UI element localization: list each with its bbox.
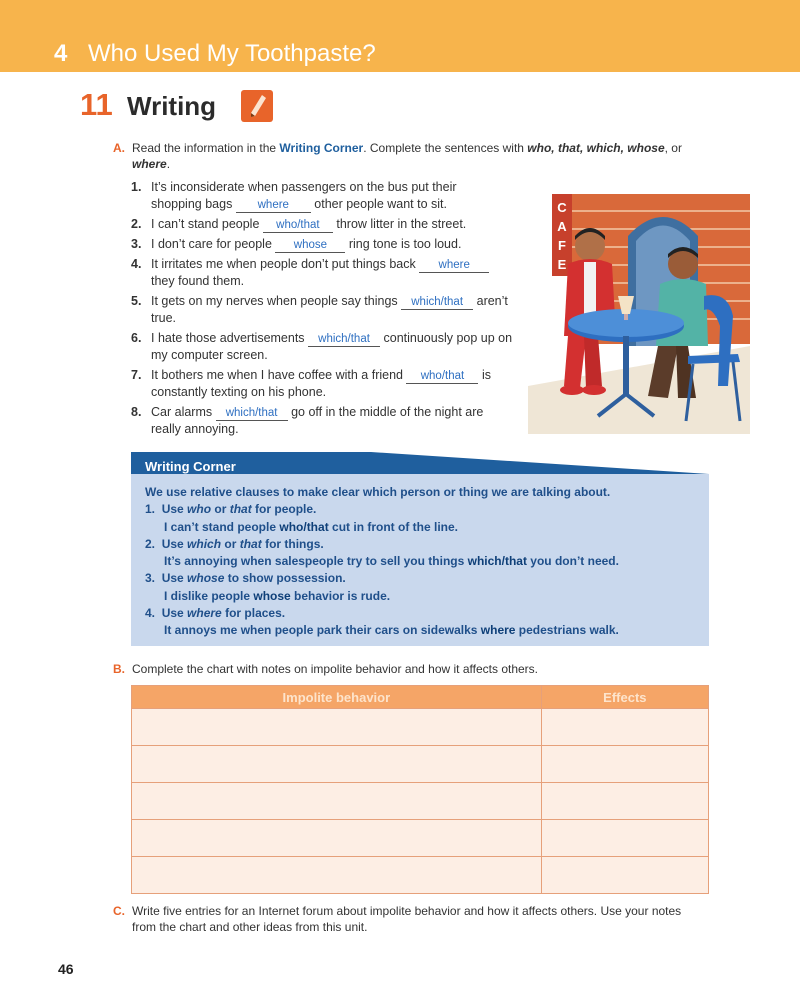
lesson-title: Writing	[127, 91, 217, 121]
writing-corner-content	[145, 484, 705, 640]
answer-blank-5[interactable]: which/that	[401, 295, 473, 310]
answer-blank-4[interactable]: where	[419, 258, 489, 273]
sign-letter-1: C	[557, 200, 567, 215]
page-number: 46	[58, 961, 74, 977]
exercise-list	[131, 179, 531, 438]
writing-corner-intro: We use relative clauses to make clear which person or thing we are talking about.	[145, 485, 611, 499]
chart-header-behavior: Impolite behavior	[132, 686, 542, 709]
notes-chart	[131, 685, 709, 894]
unit-title: Who Used My Toothpaste?	[88, 40, 376, 67]
chart-cell-behavior[interactable]	[132, 820, 542, 857]
chart-row	[132, 783, 709, 820]
answer-blank-3[interactable]: whose	[275, 238, 345, 253]
chart-cell-behavior[interactable]	[132, 783, 542, 820]
chart-cell-effects[interactable]	[541, 857, 708, 894]
section-a-letter: A.	[113, 141, 125, 155]
answer-blank-8[interactable]: which/that	[216, 406, 288, 421]
answer-blank-2[interactable]: who/that	[263, 218, 333, 233]
writing-corner-example-1: I can’t stand people who/that cut in front of the line.	[164, 519, 459, 534]
sign-letter-2: A	[557, 219, 567, 234]
chart-row	[132, 709, 709, 746]
chart-cell-behavior[interactable]	[132, 857, 542, 894]
writing-corner-example-4: It annoys me when people park their cars on sidewalks where pedestrians walk.	[164, 623, 619, 638]
chart-cell-effects[interactable]	[541, 709, 708, 746]
chart-row	[132, 746, 709, 783]
chart-row	[132, 857, 709, 894]
exercise-item-3: 3. I don’t care for people whose ring tone is too loud.	[131, 237, 462, 251]
exercise-item-4: 4. It irritates me when people don’t put things back where they found them.	[131, 256, 516, 290]
answer-blank-6[interactable]: which/that	[308, 332, 380, 347]
section-a-instruction: Read the information in the Writing Corner. Complete the sentences with who, that, which, whose, or where.	[132, 141, 682, 171]
sign-letter-3: F	[558, 238, 566, 253]
section-b-instruction: Complete the chart with notes on impolite behavior and how it affects others.	[132, 662, 539, 676]
cafe-illustration	[528, 186, 750, 434]
writing-corner-rule-2: 2. Use which or that for things.	[145, 536, 324, 551]
sign-letter-4: E	[557, 257, 567, 272]
answer-blank-1[interactable]: where	[236, 198, 311, 213]
section-c-letter: C.	[113, 904, 125, 918]
writing-corner-title: Writing Corner	[145, 459, 236, 474]
exercise-item-7: 7. It bothers me when I have coffee with a friend who/that is constantly texting on his phone.	[131, 368, 491, 399]
answer-blank-7[interactable]: who/that	[406, 369, 478, 384]
chart-header-effects: Effects	[541, 686, 708, 709]
exercise-item-6: 6. I hate those advertisements which/that continuously pop up on my computer screen.	[131, 331, 513, 362]
chart-cell-behavior[interactable]	[132, 709, 542, 746]
pencil-icon	[241, 90, 273, 122]
unit-number: 4	[54, 40, 68, 67]
writing-corner-example-2: It’s annoying when salespeople try to sell you things which/that you don’t need.	[164, 554, 619, 569]
writing-corner-rule-1: 1. Use who or that for people.	[145, 502, 317, 517]
lesson-number: 11	[80, 87, 113, 122]
chart-header-row	[132, 686, 709, 709]
exercise-item-2: 2. I can’t stand people who/that throw litter in the street.	[131, 217, 467, 231]
writing-corner-rule-3: 3. Use whose to show possession.	[145, 571, 346, 586]
exercise-item-5: 5. It gets on my nerves when people say things which/that aren’t true.	[131, 294, 508, 325]
chart-cell-effects[interactable]	[541, 783, 708, 820]
writing-corner-rule-4: 4. Use where for places.	[145, 606, 286, 621]
chart-cell-effects[interactable]	[541, 820, 708, 857]
chart-cell-effects[interactable]	[541, 746, 708, 783]
section-b-letter: B.	[113, 662, 125, 676]
section-c-instruction: Write five entries for an Internet forum about impolite behavior and how it affects others. Use your notes from the chart and other ideas from this unit.	[132, 904, 682, 934]
exercise-item-8: 8. Car alarms which/that go off in the middle of the night are really annoying.	[131, 405, 484, 436]
exercise-item-1: 1. It’s inconsiderate when passengers on the bus put their shopping bags where other people want to sit.	[131, 180, 457, 211]
chart-row	[132, 820, 709, 857]
chart-cell-behavior[interactable]	[132, 746, 542, 783]
writing-corner-example-3: I dislike people whose behavior is rude.	[164, 588, 391, 603]
